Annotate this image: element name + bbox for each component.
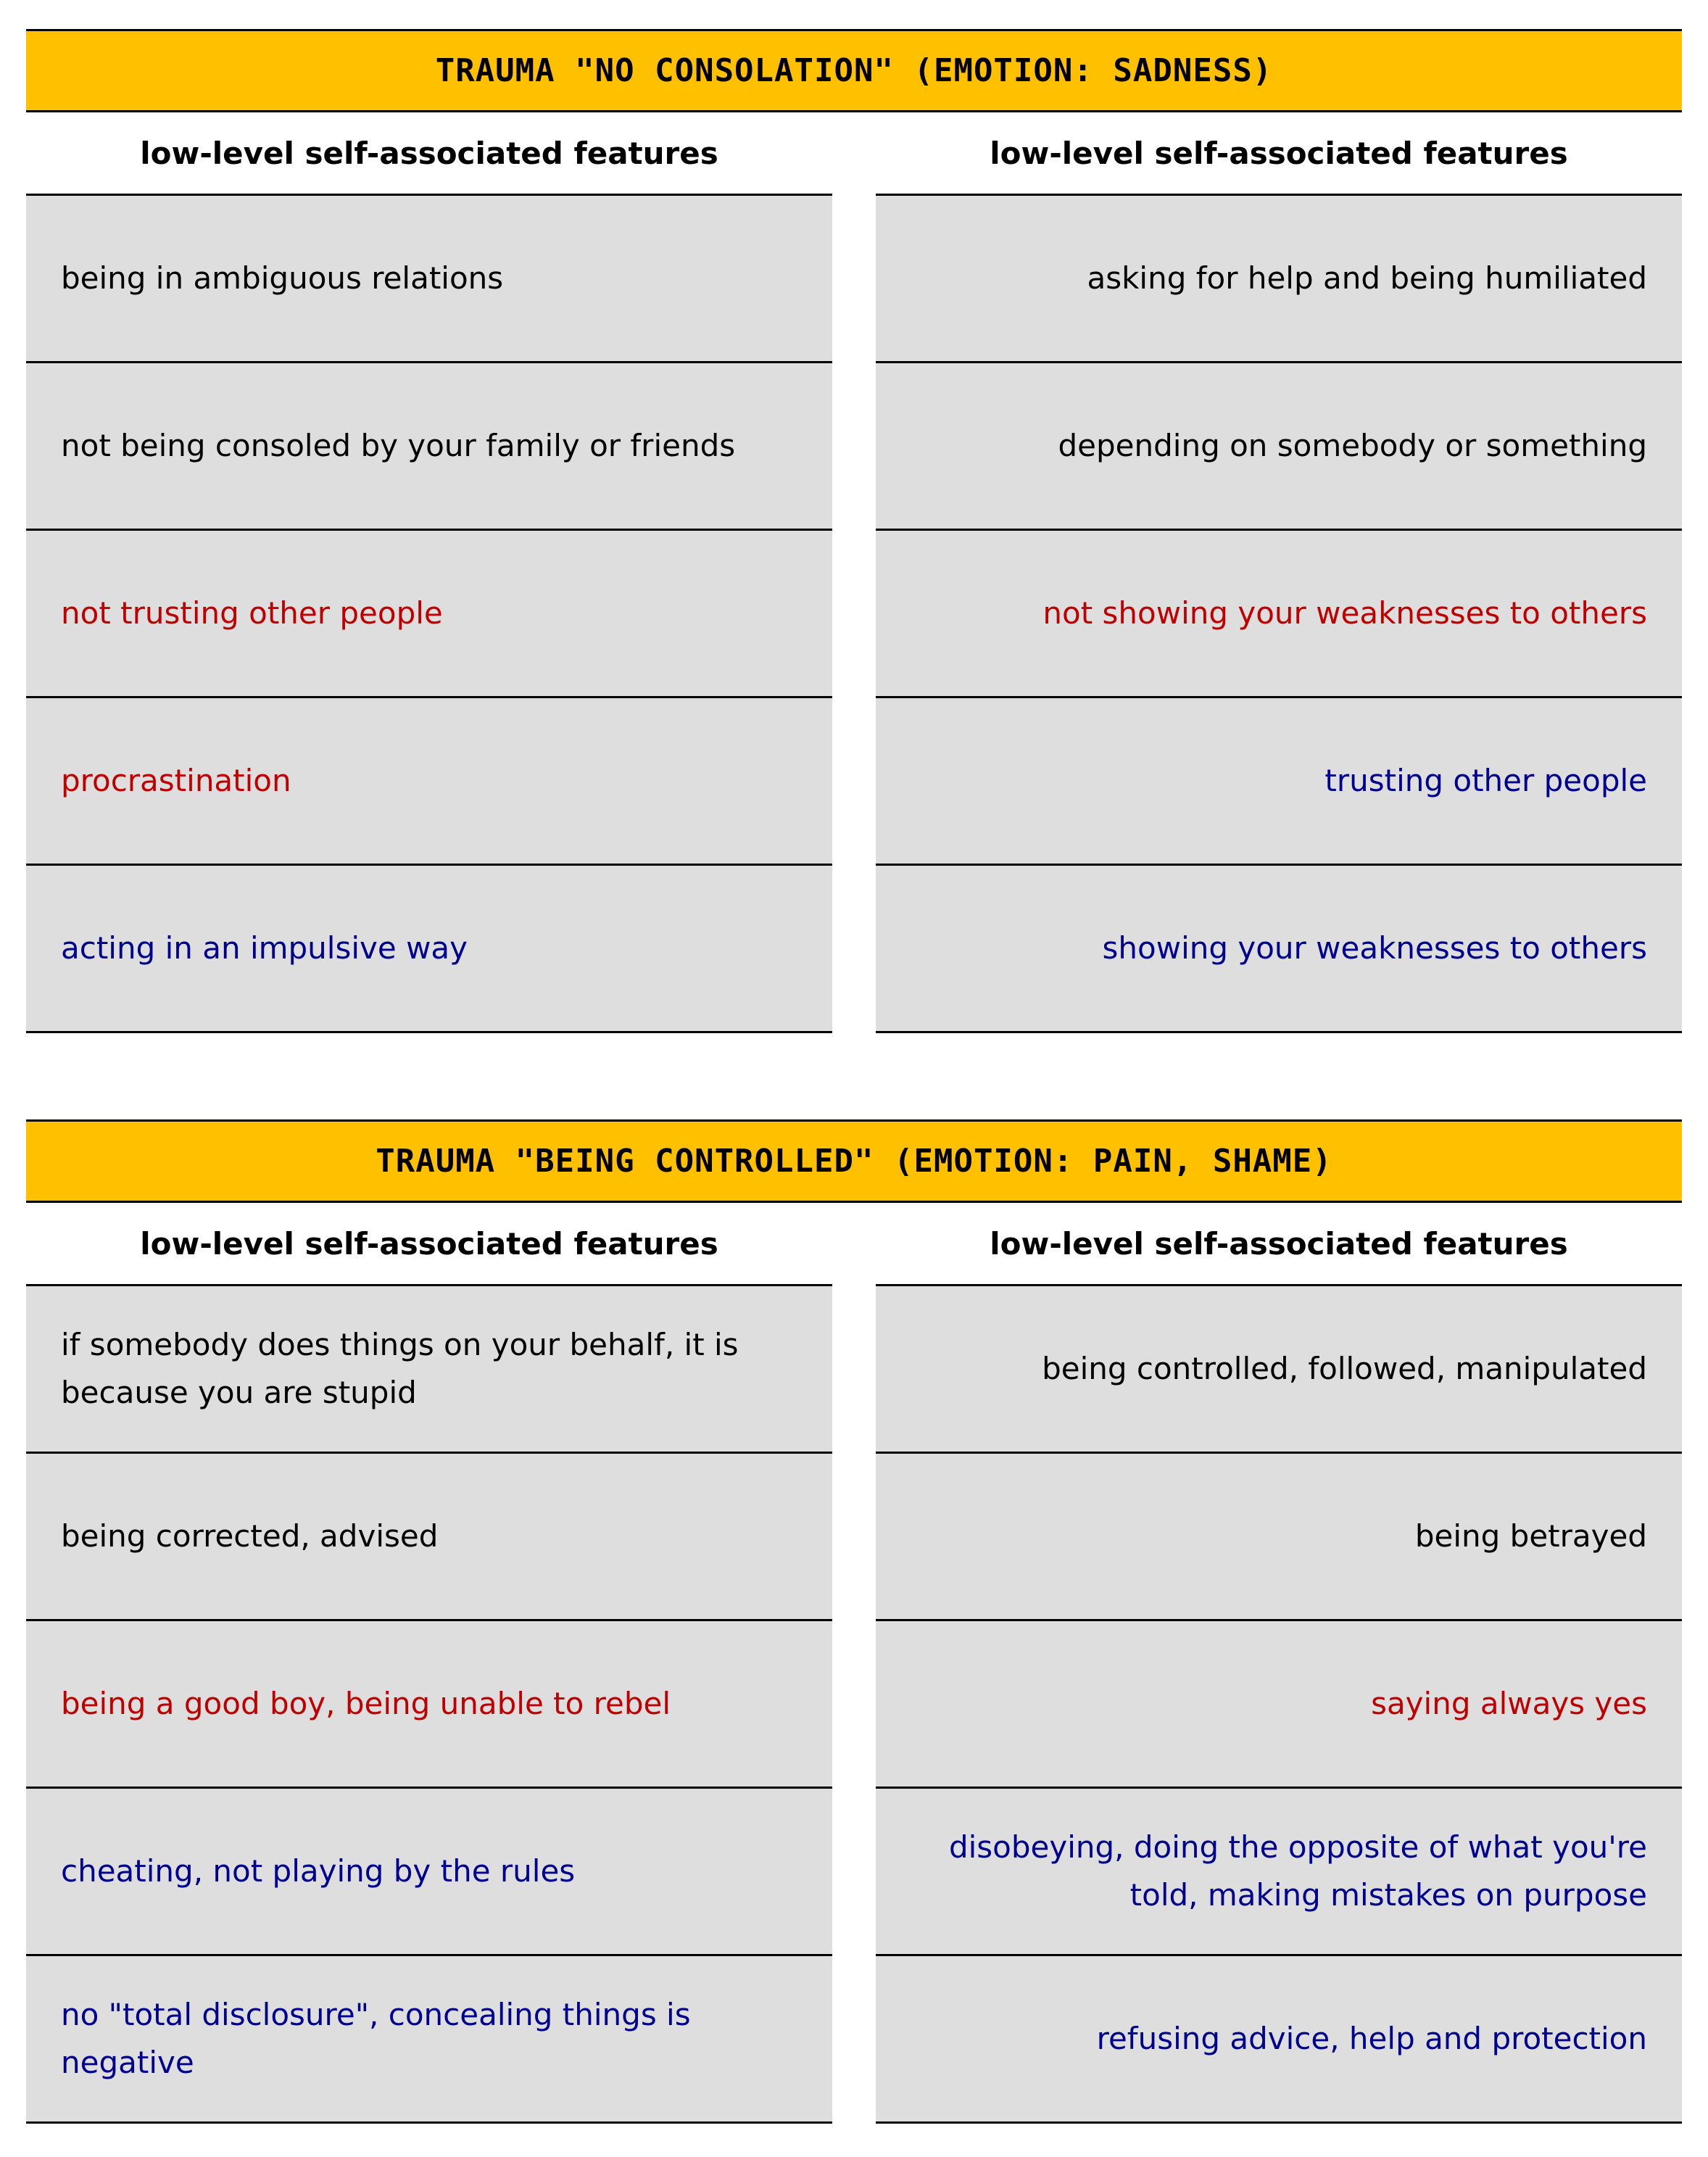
table-cell: not being consoled by your family or friends bbox=[26, 363, 832, 531]
table-cell: being in ambiguous relations bbox=[26, 196, 832, 363]
table-cell: being corrected, advised bbox=[26, 1454, 832, 1621]
table-cell: refusing advice, help and protection bbox=[876, 1956, 1682, 2124]
table-cell: saying always yes bbox=[876, 1621, 1682, 1789]
table-cell: disobeying, doing the opposite of what you're told, making mistakes on purpose bbox=[876, 1789, 1682, 1956]
column-header: low-level self-associated features bbox=[876, 112, 1682, 196]
left-column bbox=[26, 1203, 832, 2124]
column-header: low-level self-associated features bbox=[26, 112, 832, 196]
table-cell: being controlled, followed, manipulated bbox=[876, 1286, 1682, 1454]
table-cell: showing your weaknesses to others bbox=[876, 866, 1682, 1033]
left-column bbox=[26, 112, 832, 1033]
table-cell: acting in an impulsive way bbox=[26, 866, 832, 1033]
column-header: low-level self-associated features bbox=[26, 1203, 832, 1286]
table-cell: asking for help and being humiliated bbox=[876, 196, 1682, 363]
table-title: TRAUMA "BEING CONTROLLED" (EMOTION: PAIN, SHAME) bbox=[26, 1119, 1682, 1203]
table-cell: not trusting other people bbox=[26, 531, 832, 698]
table-cell: depending on somebody or something bbox=[876, 363, 1682, 531]
table-cell: no "total disclosure", concealing things is negative bbox=[26, 1956, 832, 2124]
table-no-consolation bbox=[26, 29, 1682, 1038]
column-header: low-level self-associated features bbox=[876, 1203, 1682, 1286]
table-cell: being a good boy, being unable to rebel bbox=[26, 1621, 832, 1789]
table-cell: being betrayed bbox=[876, 1454, 1682, 1621]
table-cell: if somebody does things on your behalf, it is because you are stupid bbox=[26, 1286, 832, 1454]
table-cell: not showing your weaknesses to others bbox=[876, 531, 1682, 698]
table-cell: cheating, not playing by the rules bbox=[26, 1789, 832, 1956]
right-column bbox=[876, 112, 1682, 1033]
table-cell: trusting other people bbox=[876, 698, 1682, 866]
right-column bbox=[876, 1203, 1682, 2124]
table-being-controlled bbox=[26, 1119, 1682, 2129]
table-title: TRAUMA "NO CONSOLATION" (EMOTION: SADNESS) bbox=[26, 29, 1682, 112]
table-cell: procrastination bbox=[26, 698, 832, 866]
